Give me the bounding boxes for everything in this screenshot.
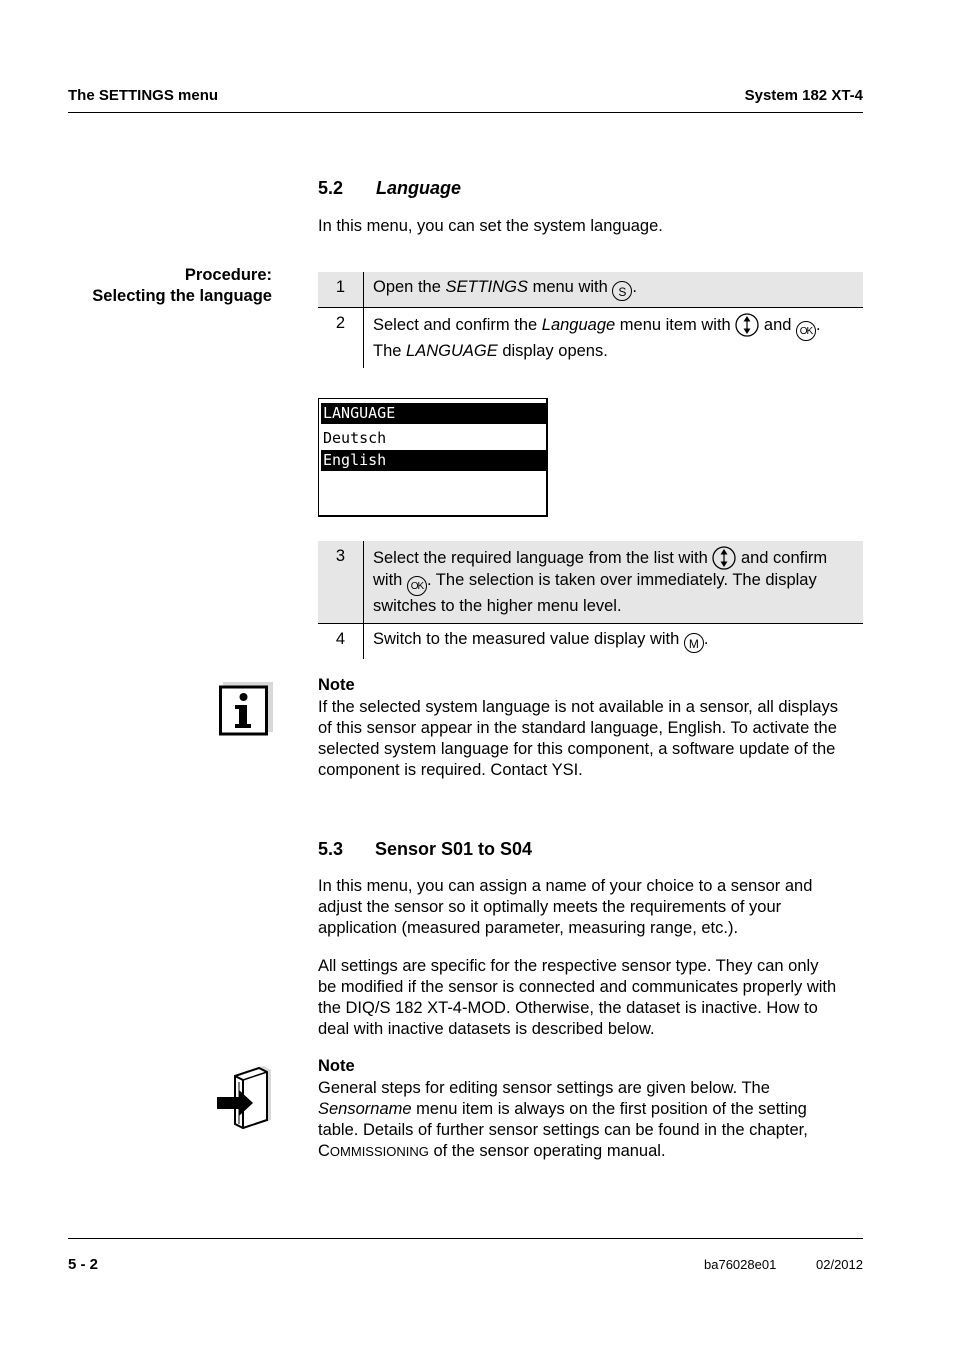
note-title: Note [318, 1057, 355, 1075]
step-text: Select and confirm the Language menu item with and OK . The LANGUAGE display opens. [364, 308, 864, 369]
procedure-label: Procedure: Selecting the language [92, 266, 272, 305]
step-row [318, 308, 863, 369]
header-rule [68, 112, 863, 113]
s-key-icon: S [612, 281, 632, 301]
info-icon [219, 682, 273, 736]
step-number: 1 [318, 272, 364, 308]
steps-table-a [318, 272, 863, 368]
m-key-icon: M [684, 633, 704, 653]
note-title: Note [318, 676, 355, 694]
section-5-3-paragraph-1: In this menu, you can assign a name of your choice to a sensor and adjust the sensor so it optimally meets the requirements of your application (measured parameter, measuring range, etc.). [318, 877, 813, 937]
page-number: 5 - 2 [68, 1256, 99, 1273]
section-5-2-intro: In this menu, you can set the system language. [318, 217, 663, 235]
footer-rule [68, 1238, 863, 1239]
header-chapter: The SETTINGS menu [68, 87, 219, 104]
language-display [318, 398, 548, 517]
step-text: Switch to the measured value display with M . [373, 630, 709, 651]
steps-table-b [318, 541, 863, 659]
step-text: Open the SETTINGS menu with S . [364, 272, 864, 308]
up-down-arrow-key-icon [735, 313, 759, 337]
step-number: 4 [318, 624, 364, 660]
book-reference-icon [215, 1064, 275, 1130]
document-number: ba76028e01 [704, 1257, 777, 1272]
step-text: Select the required language from the list with and confirm with OK . The selection is taken over immediately. The display switches to the higher menu level. [364, 541, 864, 624]
section-5-2-number: 5.2 [318, 178, 344, 198]
note-language-text: If the selected system language is not available in a sensor, all displays of this sensor appear in the standard language, English. To activate the selected system language for this component, a software update of the component is required. Contact YSI. [318, 698, 839, 779]
ok-key-icon: OK [407, 576, 427, 596]
step-row [318, 272, 863, 308]
header-product: System 182 XT-4 [744, 87, 863, 104]
section-5-3-title: Sensor S01 to S04 [375, 839, 533, 859]
step-row [318, 541, 863, 624]
step-number: 2 [318, 308, 364, 369]
section-5-2-title: Language [376, 178, 462, 198]
display-item-english-selected: English [321, 450, 546, 471]
display-item-deutsch: Deutsch [323, 429, 387, 447]
document-date: 02/2012 [816, 1257, 863, 1272]
note-sensor-text: General steps for editing sensor settings are given below. The Sensorname menu item is always on the first position of the setting table. Details of further sensor settings can be found in the chapter, COMMISSIONING of the sensor operating manual. [318, 1079, 808, 1160]
step-number: 3 [318, 541, 364, 624]
section-5-3-number: 5.3 [318, 839, 344, 859]
ok-key-icon: OK [796, 321, 816, 341]
section-5-3-paragraph-2: All settings are specific for the respective sensor type. They can only be modified if the sensor is connected and communicates properly with the DIQ/S 182 XT-4-MOD. Otherwise, the dataset is inactive. How to deal with inactive datasets is described below. [318, 957, 837, 1038]
up-down-arrow-key-icon [712, 546, 736, 570]
step-row [318, 624, 863, 660]
display-title: LANGUAGE [321, 403, 546, 424]
